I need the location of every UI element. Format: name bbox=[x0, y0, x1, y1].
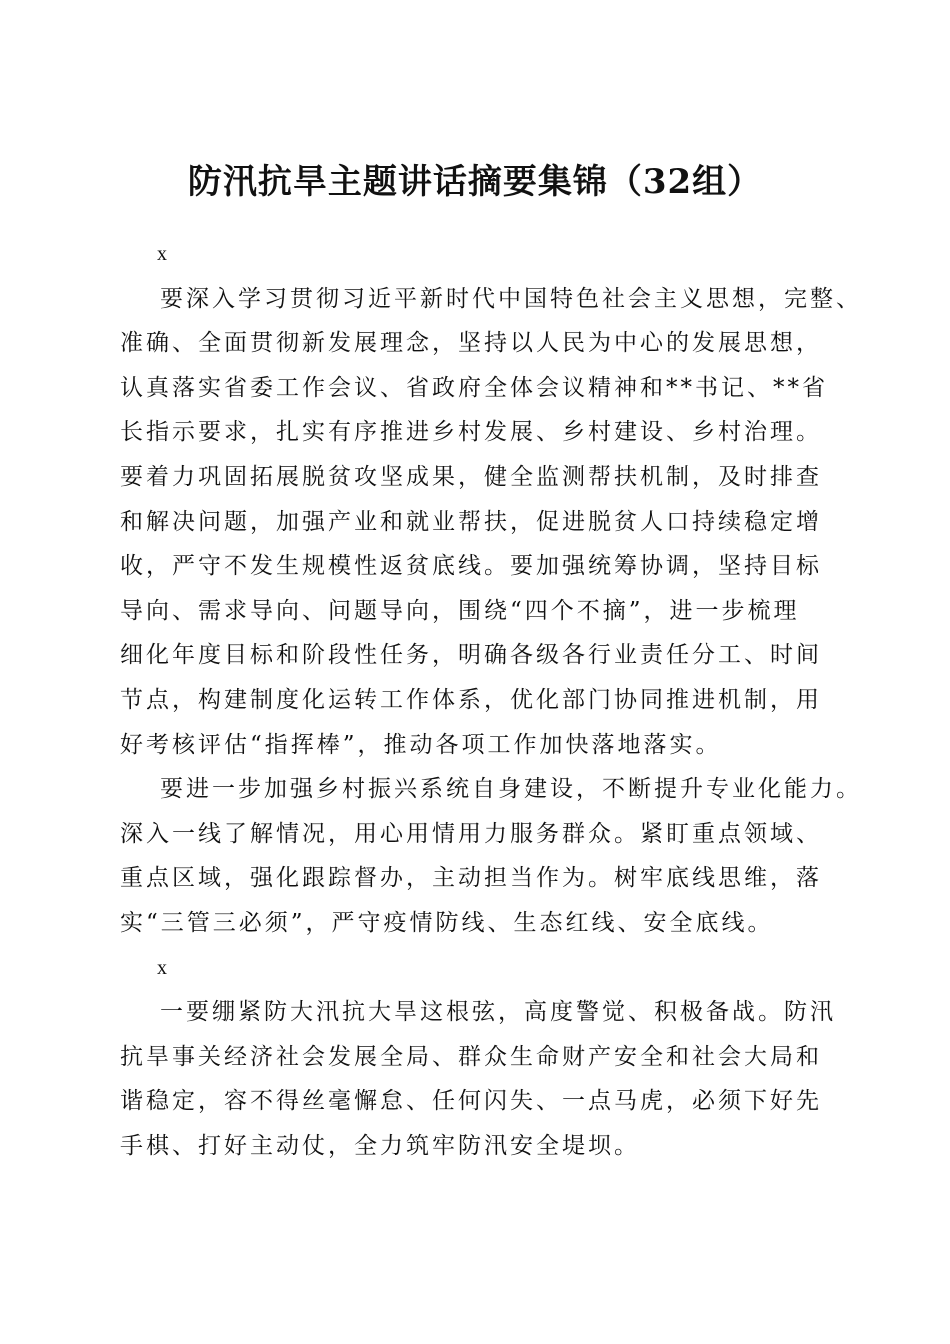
paragraph-line: 抗旱事关经济社会发展全局、群众生命财产安全和社会大局和 bbox=[120, 1043, 822, 1070]
paragraph-line: 和解决问题，加强产业和就业帮扶，促进脱贫人口持续稳定增 bbox=[120, 508, 822, 535]
paragraph-line: 收，严守不发生规模性返贫底线。要加强统筹协调，坚持目标 bbox=[120, 553, 822, 580]
paragraph-line: 一要绷紧防大汛抗大旱这根弦，高度警觉、积极备战。防汛 bbox=[160, 999, 836, 1026]
paragraph-line: 手棋、打好主动仗，全力筑牢防汛安全堤坝。 bbox=[120, 1132, 640, 1159]
paragraph-line: 要深入学习贯彻习近平新时代中国特色社会主义思想，完整、 bbox=[160, 285, 862, 312]
paragraph-line: 实“三管三必须”，严守疫情防线、生态红线、安全底线。 bbox=[120, 909, 774, 936]
paragraph bbox=[120, 990, 840, 1168]
paragraph-line: 重点区域，强化跟踪督办，主动担当作为。树牢底线思维，落 bbox=[120, 865, 822, 892]
paragraph bbox=[120, 277, 862, 768]
section bbox=[120, 946, 840, 1169]
section-marker: x bbox=[157, 243, 170, 265]
document-title: 防汛抗旱主题讲话摘要集锦（32组） bbox=[187, 161, 763, 202]
paragraph-line: 要进一步加强乡村振兴系统自身建设，不断提升专业化能力。 bbox=[160, 776, 862, 803]
document-body bbox=[120, 232, 862, 1168]
paragraph-line: 好考核评估“指挥棒”，推动各项工作加快落地落实。 bbox=[120, 731, 722, 758]
paragraph-line: 导向、需求导向、问题导向，围绕“四个不摘”，进一步梳理 bbox=[120, 597, 800, 624]
section bbox=[120, 232, 862, 946]
paragraph-line: 细化年度目标和阶段性任务，明确各级各行业责任分工、时间 bbox=[120, 642, 822, 669]
paragraph-line: 深入一线了解情况，用心用情用力服务群众。紧盯重点领域、 bbox=[120, 820, 822, 847]
paragraph-line: 谐稳定，容不得丝毫懈怠、任何闪失、一点马虎，必须下好先 bbox=[120, 1088, 822, 1115]
paragraph-line: 节点，构建制度化运转工作体系，优化部门协同推进机制，用 bbox=[120, 686, 822, 713]
paragraph-line: 要着力巩固拓展脱贫攻坚成果，健全监测帮扶机制，及时排查 bbox=[120, 463, 822, 490]
paragraph bbox=[120, 767, 862, 945]
paragraph-line: 准确、全面贯彻新发展理念，坚持以人民为中心的发展思想， bbox=[120, 330, 822, 357]
paragraph-line: 长指示要求，扎实有序推进乡村发展、乡村建设、乡村治理。 bbox=[120, 419, 822, 446]
section-marker: x bbox=[157, 956, 170, 979]
paragraph-line: 认真落实省委工作会议、省政府全体会议精神和**书记、**省 bbox=[120, 374, 828, 401]
